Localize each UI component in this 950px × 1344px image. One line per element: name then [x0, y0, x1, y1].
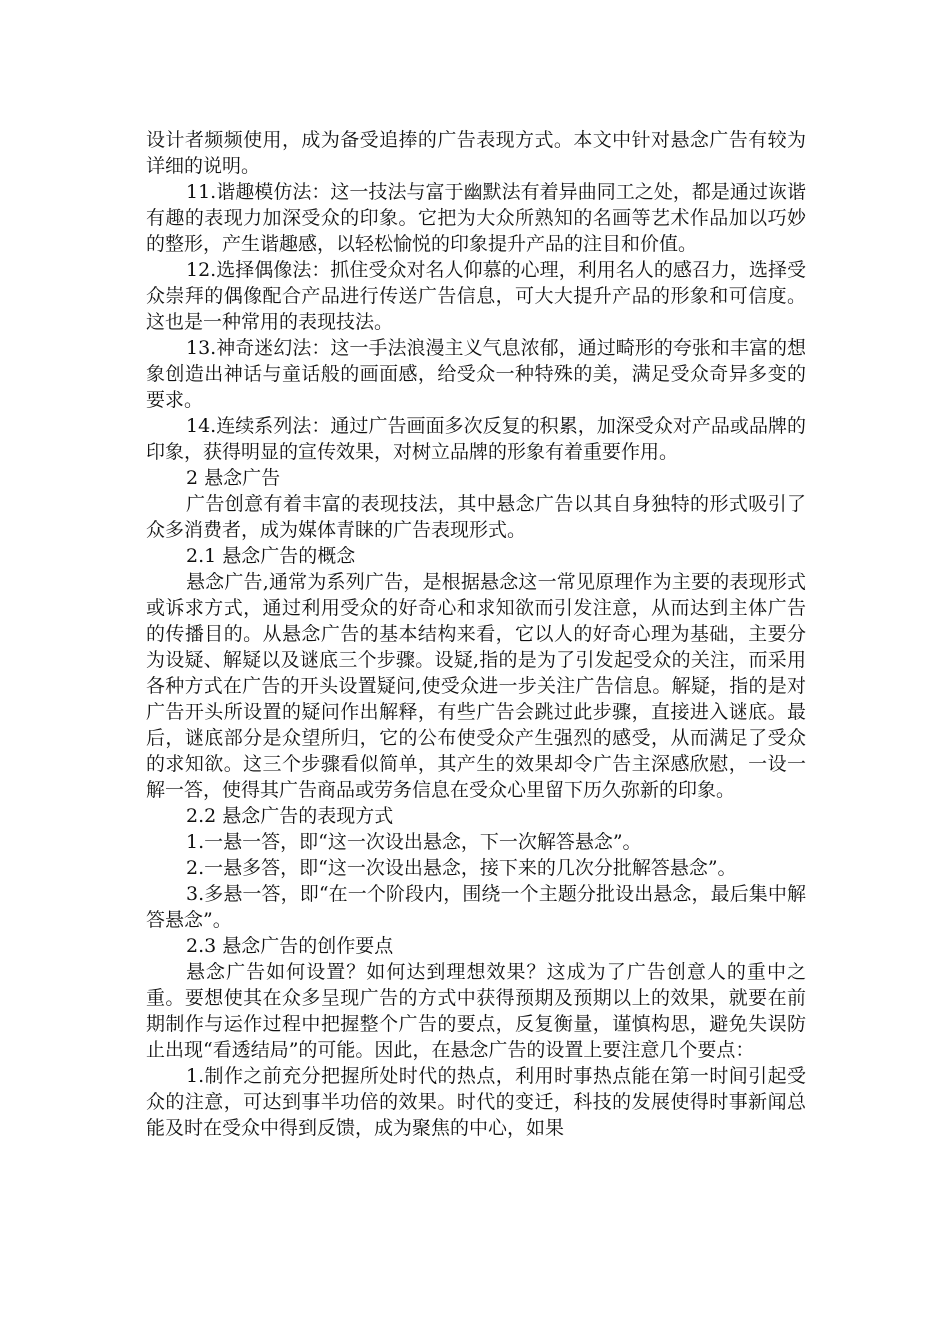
list-item: 3.多悬一答，即“在一个阶段内，围绕一个主题分批设出悬念，最后集中解答悬念”。 [146, 883, 806, 931]
section-heading: 2.2 悬念广告的表现方式 [186, 805, 394, 827]
paragraph: 悬念广告,通常为系列广告，是根据悬念这一常见原理作为主要的表现形式或诉求方式，通过利用受众的好奇心和求知欲而引发注意，从而达到主体广告的传播目的。从悬念广告的基本结构来看，它以人的好奇心理为基础，主要分为设疑、解疑以及谜底三个步骤。设疑,指的是为了引发起受众的关注，而采用各种方式在广告的开头设置疑问,使受众进一步关注广告信息。解疑，指的是对广告开头所设置的疑问作出解释，有些广告会跳过此步骤，直接进入谜底。最后，谜底部分是众望所归，它的公布使受众产生强烈的感受，从而满足了受众的求知欲。这三个步骤看似简单，其产生的效果却令广告主深感欣慰，一设一解一答，使得其广告商品或劳务信息在受众心里留下历久弥新的印象。 [146, 571, 806, 801]
document-body [146, 127, 806, 1141]
list-item: 2.一悬多答，即“这一次设出悬念，接下来的几次分批解答悬念”。 [186, 857, 737, 879]
paragraph: 14.连续系列法：通过广告画面多次反复的积累，加深受众对产品或品牌的印象，获得明显的宣传效果，对树立品牌的形象有着重要作用。 [146, 415, 806, 463]
list-item: 1.一悬一答，即“这一次设出悬念，下一次解答悬念”。 [186, 831, 642, 853]
paragraph: 1.制作之前充分把握所处时代的热点，利用时事热点能在第一时间引起受众的注意，可达到事半功倍的效果。时代的变迁，科技的发展使得时事新闻总能及时在受众中得到反馈，成为聚焦的中心，如果 [146, 1065, 806, 1139]
paragraph: 12.选择偶像法：抓住受众对名人仰慕的心理，利用名人的感召力，选择受众崇拜的偶像配合产品进行传送广告信息，可大大提升产品的形象和可信度。这也是一种常用的表现技法。 [146, 259, 806, 333]
section-heading: 2.1 悬念广告的概念 [186, 545, 356, 567]
paragraph: 广告创意有着丰富的表现技法，其中悬念广告以其自身独特的形式吸引了众多消费者，成为媒体青睐的广告表现形式。 [146, 493, 806, 541]
paragraph: 设计者频频使用，成为备受追捧的广告表现方式。本文中针对悬念广告有较为详细的说明。 [146, 129, 806, 177]
paragraph: 11.谐趣模仿法：这一技法与富于幽默法有着异曲同工之处，都是通过诙谐有趣的表现力加深受众的印象。它把为大众所熟知的名画等艺术作品加以巧妙的整形，产生谐趣感，以轻松愉悦的印象提升产品的注目和价值。 [146, 181, 806, 255]
section-heading: 2 悬念广告 [186, 467, 281, 489]
paragraph: 悬念广告如何设置？如何达到理想效果？这成为了广告创意人的重中之重。要想使其在众多呈现广告的方式中获得预期及预期以上的效果，就要在前期制作与运作过程中把握整个广告的要点，反复衡量，谨慎构思，避免失误防止出现“看透结局”的可能。因此，在悬念广告的设置上要注意几个要点： [146, 961, 806, 1061]
paragraph: 13.神奇迷幻法：这一手法浪漫主义气息浓郁，通过畸形的夸张和丰富的想象创造出神话与童话般的画面感，给受众一种特殊的美，满足受众奇异多变的要求。 [146, 337, 806, 411]
section-heading: 2.3 悬念广告的创作要点 [186, 935, 394, 957]
